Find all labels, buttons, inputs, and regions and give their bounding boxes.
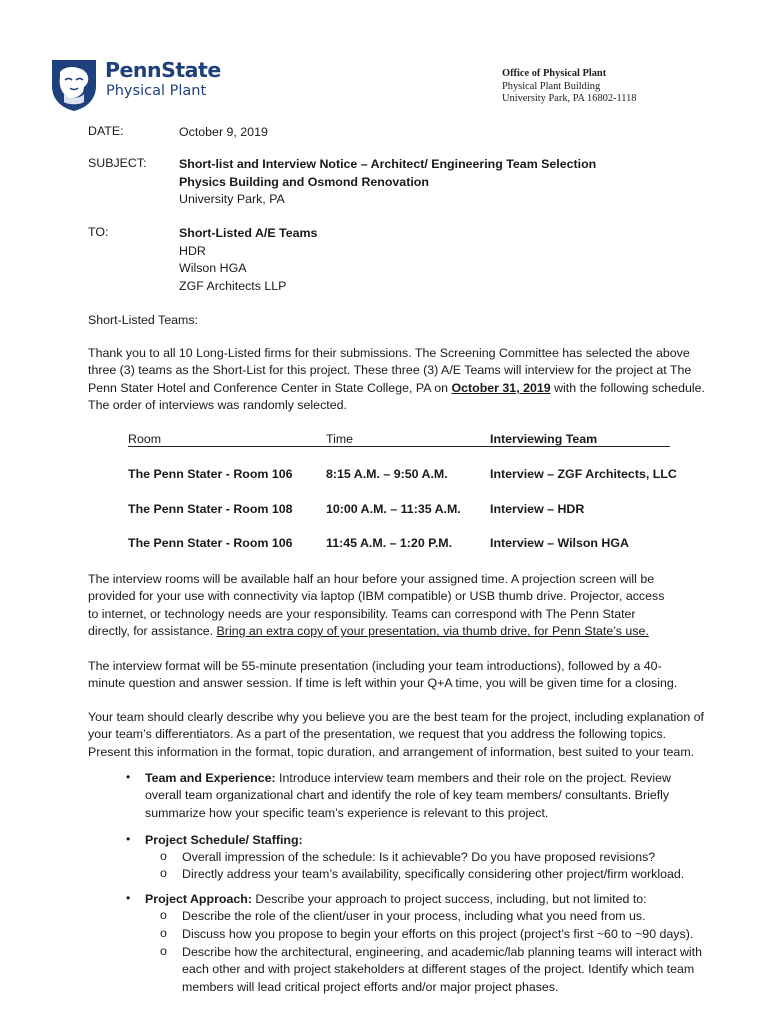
table-cell-time: 11:45 A.M. – 1:20 P.M.	[326, 536, 453, 550]
date-label: DATE:	[88, 124, 124, 138]
table-cell-time: 10:00 A.M. – 11:35 A.M.	[326, 502, 461, 516]
sub-bullet-marker: o	[160, 866, 167, 880]
topics-intro-paragraph	[88, 709, 728, 761]
topic-sub-item: Describe the role of the client/user in your process, including what you need from us.	[182, 909, 646, 923]
table-cell-room: The Penn Stater - Room 106	[128, 467, 293, 481]
topic-project-approach	[145, 891, 735, 908]
extra-copy-note: Bring an extra copy of your presentation, via thumb drive, for Penn State’s use.	[216, 624, 649, 639]
intro-paragraph	[88, 345, 728, 415]
paragraph-line: The interview format will be 55-minute presentation (including your team introductions), followed by a 40-	[88, 659, 662, 673]
header-text: Room	[128, 432, 326, 447]
date-value: October 9, 2019	[179, 125, 268, 139]
subject-title: Short-list and Interview Notice – Architect/ Engineering Team Selection	[179, 157, 597, 171]
table-cell-team: Interview – ZGF Architects, LLC	[490, 467, 677, 481]
nittany-lion-shield-icon	[50, 58, 98, 112]
topic-title: Project Schedule/ Staffing:	[145, 833, 303, 847]
topic-text: each other and with project stakeholders at different stages of the project. Identify which team	[182, 962, 695, 977]
office-building: Physical Plant Building	[502, 80, 601, 92]
header-text: Time	[326, 432, 490, 447]
bullet-marker: •	[126, 832, 131, 846]
paragraph-text: directly, for assistance.	[88, 624, 217, 639]
topic-sub-item: Discuss how you propose to begin your efforts on this project (project’s first ~60 to ~90 days).	[182, 927, 694, 941]
sub-bullet-marker: o	[160, 926, 167, 940]
table-header-time	[326, 432, 490, 447]
paragraph-line: Your team should clearly describe why you believe you are the best team for the project, including explanation of	[88, 710, 704, 724]
paragraph-line: to internet, or technology needs are your responsibility. Teams can correspond with The Penn Stater	[88, 606, 636, 621]
table-header-room	[128, 432, 326, 447]
topic-sub-item: Overall impression of the schedule: Is it achievable? Do you have proposed revisions?	[182, 850, 656, 864]
to-heading: Short-Listed A/E Teams	[179, 226, 318, 240]
to-team: ZGF Architects LLP	[179, 278, 287, 293]
sub-bullet-marker: o	[160, 944, 167, 958]
topic-title: Team and Experience:	[145, 771, 276, 785]
interview-date: October 31, 2019	[451, 380, 551, 395]
paragraph-text: with the following schedule.	[550, 380, 705, 395]
paragraph-text: Penn Stater Hotel and Conference Center in State College, PA on	[88, 380, 452, 395]
paragraph-line: three (3) teams as the Short-List for this project. These three (3) A/E Teams will interview for the project at The	[88, 363, 692, 378]
subject-block	[179, 156, 596, 209]
topic-text: overall team organizational chart and identify the role of key team members/ consultants. Briefly	[145, 788, 670, 803]
paragraph-line	[88, 623, 728, 640]
salutation: Short-Listed Teams:	[88, 313, 198, 327]
format-paragraph	[88, 658, 728, 693]
topic-text: Introduce interview team members and their role on the project. Review	[275, 771, 671, 785]
subject-label: SUBJECT:	[88, 156, 147, 170]
sub-bullet-marker: o	[160, 908, 167, 922]
sub-bullet-marker: o	[160, 849, 167, 863]
paragraph-line: your team’s differentiators. As a part of the presentation, we request that you address the following topics.	[88, 727, 667, 742]
office-name: Office of Physical Plant	[502, 68, 607, 79]
office-address	[502, 68, 637, 106]
logo-subtitle: Physical Plant	[106, 83, 207, 99]
topic-title: Project Approach:	[145, 892, 252, 906]
topic-text: Describe your approach to project success, including, but not limited to:	[251, 892, 647, 906]
paragraph-line: provided for your use with connectivity via laptop (IBM compatible) or USB thumb drive. Projector, access	[88, 589, 665, 604]
topic-text: summarize how your specific team’s experience is relevant to this project.	[145, 805, 549, 820]
topic-text: members will lead critical project efforts and/or major project phases.	[182, 979, 559, 994]
paragraph-line: Thank you to all 10 Long-Listed firms for their submissions. The Screening Committee has selected the above	[88, 346, 690, 360]
table-cell-team: Interview – HDR	[490, 502, 585, 516]
to-team: Wilson HGA	[179, 261, 247, 275]
paragraph-line	[88, 380, 728, 397]
bullet-marker: •	[126, 770, 131, 784]
table-cell-team: Interview – Wilson HGA	[490, 536, 629, 550]
pennstate-logo	[50, 58, 220, 114]
header-text: Interviewing Team	[490, 432, 670, 447]
table-header-team	[490, 432, 670, 447]
topic-sub-item	[182, 944, 730, 996]
logistics-paragraph	[88, 571, 728, 641]
subject-location: University Park, PA	[179, 192, 285, 206]
office-city: University Park, PA 16802-1118	[502, 93, 637, 105]
topic-text: Describe how the architectural, engineering, and academic/lab planning teams will interact with	[182, 945, 702, 959]
table-cell-time: 8:15 A.M. – 9:50 A.M.	[326, 467, 448, 481]
to-label: TO:	[88, 225, 109, 239]
paragraph-line: minute question and answer session. If time is left within your Q+A time, you will be given time for a closing.	[88, 676, 678, 691]
topic-sub-item: Directly address your team’s availability, specifically considering other project/firm workload.	[182, 867, 685, 881]
subject-project: Physics Building and Osmond Renovation	[179, 174, 429, 189]
bullet-marker: •	[126, 891, 131, 905]
topic-team-experience	[145, 770, 735, 822]
paragraph-line: The order of interviews was randomly selected.	[88, 398, 347, 413]
to-team: HDR	[179, 243, 206, 258]
logo-brand-text: PennState	[105, 58, 221, 82]
paragraph-line: Present this information in the format, topic duration, and arrangement of information, best suited to your team.	[88, 744, 695, 759]
table-cell-room: The Penn Stater - Room 108	[128, 502, 293, 516]
to-block	[179, 225, 317, 295]
paragraph-line: The interview rooms will be available half an hour before your assigned time. A projection screen will be	[88, 572, 655, 586]
table-cell-room: The Penn Stater - Room 106	[128, 536, 293, 550]
